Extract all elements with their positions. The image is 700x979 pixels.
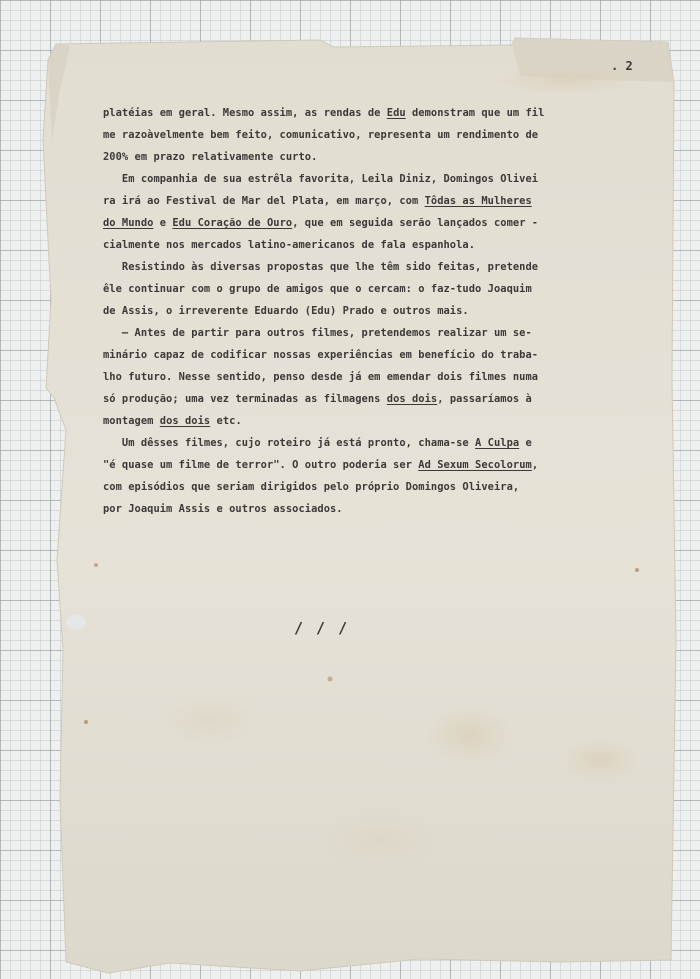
text-segment: e — [519, 437, 532, 449]
text-line — [103, 410, 633, 432]
text-line — [103, 388, 633, 410]
text-segment: Resistindo às diversas propostas que lhe têm sido feitas, pretende — [103, 261, 539, 273]
text-line — [103, 256, 633, 278]
body-text — [103, 102, 633, 520]
text-segment: 200% em prazo relativamente curto. — [103, 151, 318, 163]
text-line — [103, 168, 633, 190]
text-segment: , que em seguida serão lançados comer - — [292, 217, 539, 229]
text-line — [103, 124, 633, 146]
text-line — [103, 212, 633, 234]
text-segment: etc. — [210, 415, 242, 427]
text-segment: com episódios que seriam dirigidos pelo próprio Domingos Oliveira, — [103, 481, 520, 493]
text-line — [103, 454, 633, 476]
text-line — [103, 322, 633, 344]
underlined-title: A Culpa — [475, 437, 520, 449]
page-number: . 2 — [611, 59, 633, 73]
text-segment: — Antes de partir para outros filmes, pretendemos realizar um se- — [103, 327, 532, 339]
underlined-title: Ad Sexum Secolorum — [418, 459, 532, 471]
text-segment: por Joaquim Assis e outros associados. — [103, 503, 343, 515]
text-line — [103, 476, 633, 498]
underlined-title: Tôdas as Mulheres — [424, 195, 532, 207]
text-segment: , — [531, 459, 539, 471]
text-segment: e — [153, 217, 173, 229]
text-segment: montagem — [103, 415, 160, 427]
underlined-title: Edu — [386, 107, 406, 119]
text-segment: cialmente nos mercados latino-americanos de fala espanhola. — [103, 239, 476, 251]
text-line — [103, 432, 633, 454]
text-segment: Um dêsses filmes, cujo roteiro já está pronto, chama-se — [103, 437, 476, 449]
text-segment: demonstram que um fil — [405, 107, 545, 119]
text-line — [103, 278, 633, 300]
text-line — [103, 498, 633, 520]
text-line — [103, 146, 633, 168]
text-line — [103, 300, 633, 322]
text-line — [103, 102, 633, 124]
text-segment: ra irá ao Festival de Mar del Plata, em março, com — [103, 195, 425, 207]
text-segment: lho futuro. Nesse sentido, penso desde já em emendar dois filmes numa — [103, 371, 539, 383]
underlined-title: Edu Coração de Ouro — [172, 217, 293, 229]
text-segment: de Assis, o irreverente Eduardo (Edu) Prado e outros mais. — [103, 305, 469, 317]
underlined-title: do Mundo — [103, 217, 154, 229]
text-line — [103, 344, 633, 366]
text-line — [103, 234, 633, 256]
text-segment: "é quase um filme de terror". O outro poderia ser — [103, 459, 419, 471]
end-mark: / / / — [294, 619, 350, 637]
text-segment: Em companhia de sua estrêla favorita, Leila Diniz, Domingos Olivei — [103, 173, 539, 185]
text-segment: êle continuar com o grupo de amigos que o cercam: o faz-tudo Joaquim — [103, 283, 532, 295]
text-segment: só produção; uma vez terminadas as filmagens — [103, 393, 387, 405]
text-line — [103, 190, 633, 212]
text-line — [103, 366, 633, 388]
underlined-title: dos dois — [159, 415, 211, 427]
underlined-title: dos dois — [386, 393, 438, 405]
text-segment: me razoàvelmente bem feito, comunicativo, representa um rendimento de — [103, 129, 539, 141]
punched-hole — [66, 615, 86, 630]
text-segment: platéias em geral. Mesmo assim, as rendas de — [103, 107, 387, 119]
text-segment: , passaríamos à — [437, 393, 532, 405]
text-segment: minário capaz de codificar nossas experiências em benefício do traba- — [103, 349, 539, 361]
